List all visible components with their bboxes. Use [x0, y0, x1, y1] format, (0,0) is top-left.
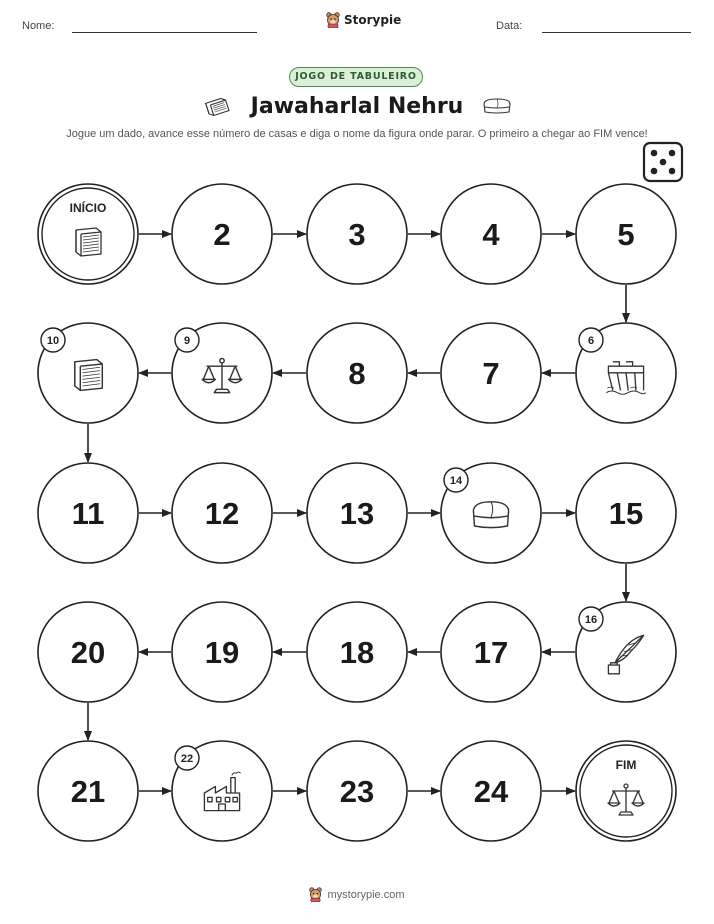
space-number: 16	[584, 614, 598, 626]
footer-url: mystorypie.com	[327, 888, 405, 901]
board-space-17	[441, 602, 541, 702]
space-number: 19	[204, 635, 240, 670]
board-space-3	[307, 184, 407, 284]
board-space-12	[172, 463, 272, 563]
brand-name: Storypie	[344, 13, 402, 27]
space-number: 7	[482, 356, 500, 391]
space-number: 4	[482, 217, 500, 252]
board-space-24	[441, 741, 541, 841]
space-number: 3	[348, 217, 366, 252]
instructions-text: Jogue um dado, avance esse número de casas e diga o nome da figura onde parar. O primeiro a chegar ao FIM vence!	[66, 128, 648, 140]
board-space-15	[576, 463, 676, 563]
book-icon	[76, 228, 101, 256]
space-number: 22	[180, 753, 194, 765]
space-number: 17	[473, 635, 509, 670]
space-number: 15	[608, 496, 644, 531]
space-number: 18	[339, 635, 375, 670]
board-space-11	[38, 463, 138, 563]
space-number: 8	[348, 356, 366, 391]
book-icon	[75, 360, 103, 391]
board-space-19	[172, 602, 272, 702]
board-space-2	[172, 184, 272, 284]
nehru-cap-icon	[473, 502, 508, 528]
board-space-9	[172, 323, 272, 423]
board-space-18	[307, 602, 407, 702]
space-number: 21	[70, 774, 106, 809]
space-number: 14	[449, 475, 463, 487]
board-space-23	[307, 741, 407, 841]
start-space	[38, 184, 138, 284]
board-space-4	[441, 184, 541, 284]
footer	[0, 887, 714, 902]
date-label: Data:	[496, 20, 523, 32]
space-number: 10	[46, 335, 60, 347]
board-space-21	[38, 741, 138, 841]
start-label: INÍCIO	[69, 201, 107, 215]
board-space-20	[38, 602, 138, 702]
space-number: 24	[473, 774, 509, 809]
board-space-5	[576, 184, 676, 284]
finish-space	[576, 741, 676, 841]
space-number: 11	[71, 496, 105, 531]
space-number: 20	[70, 635, 106, 670]
space-number: 6	[587, 335, 595, 347]
board-space-22	[172, 741, 272, 841]
board-space-8	[307, 323, 407, 423]
name-label: Nome:	[22, 20, 55, 32]
space-number: 12	[204, 496, 240, 531]
space-number: 9	[183, 335, 191, 347]
space-number: 13	[339, 496, 375, 531]
finish-label: FIM	[615, 758, 637, 772]
board-space-6	[576, 323, 676, 423]
board-space-13	[307, 463, 407, 563]
space-number: 5	[617, 217, 635, 252]
board-space-10	[38, 323, 138, 423]
board-space-14	[441, 463, 541, 563]
board-space-7	[441, 323, 541, 423]
space-number: 2	[213, 217, 231, 252]
board-space-16	[576, 602, 676, 702]
bear-mascot-icon	[309, 887, 322, 902]
page-title: Jawaharlal Nehru	[250, 94, 464, 119]
game-type-badge: JOGO DE TABULEIRO	[289, 67, 423, 87]
space-number: 23	[339, 774, 375, 809]
